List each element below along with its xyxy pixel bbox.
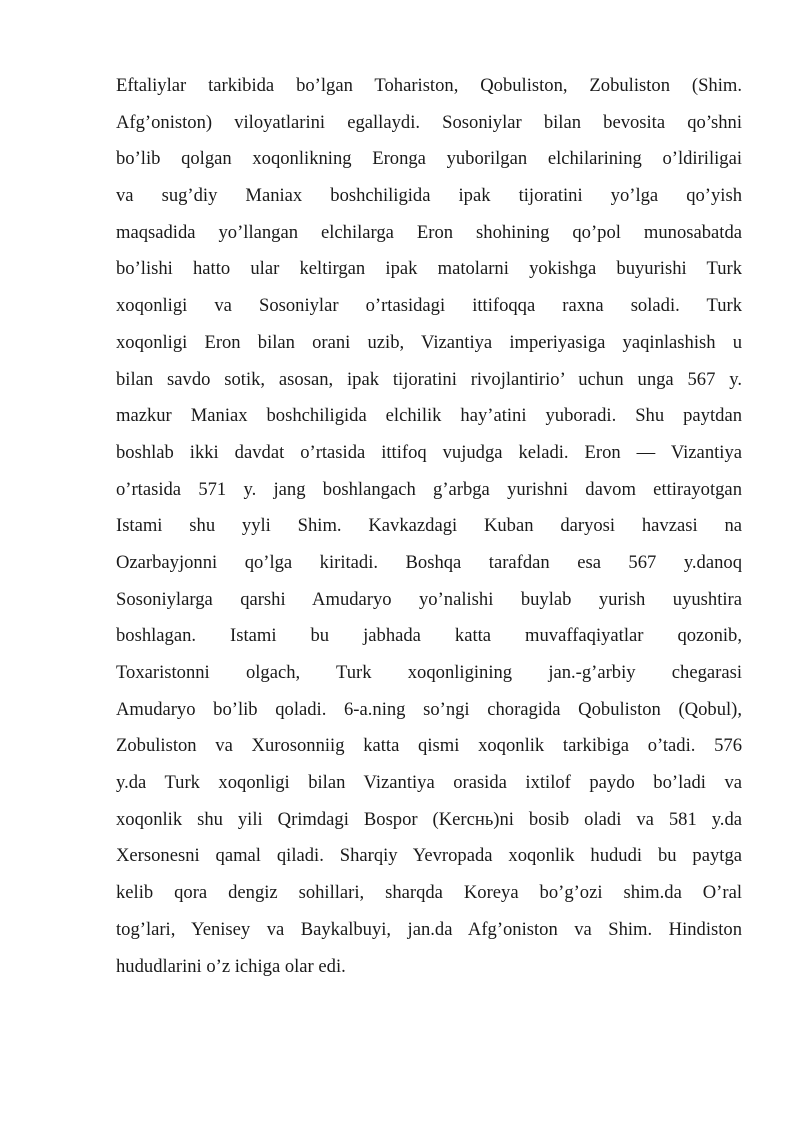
text-line: boshlagan. Istami bu jabhada katta muvaffaqiyatlar qozonib,: [116, 625, 742, 647]
text-line: Amudaryo bo’lib qoladi. 6-a.ning so’ngi choragida Qobuliston (Qobul),: [116, 698, 742, 720]
text-line: tog’lari, Yenisey va Baykalbuyi, jan.da Afg’oniston va Shim. Hindiston: [116, 918, 742, 940]
text-line: o’rtasida 571 y. jang boshlangach g’arbga yurishni davom ettirayotgan: [116, 478, 742, 500]
text-line: kelib qora dengiz sohillari, sharqda Koreya bo’g’ozi shim.da O’ral: [116, 882, 742, 904]
text-line: Sosoniylarga qarshi Amudaryo yo’nalishi buylab yurish uyushtira: [116, 588, 742, 610]
text-line: bilan savdo sotik, asosan, ipak tijoratini rivojlantirio’ uchun unga 567 y.: [116, 368, 742, 390]
text-line: y.da Turk xoqonligi bilan Vizantiya orasida ixtilof paydo bo’ladi va: [116, 772, 742, 794]
text-line: xoqonligi va Sosoniylar o’rtasidagi ittifoqqa raxna soladi. Turk: [116, 295, 742, 317]
text-line: xoqonlik shu yili Qrimdagi Bospor (Kercнь)ni bosib oladi va 581 y.da: [116, 808, 742, 830]
text-line: bo’lishi hatto ular keltirgan ipak matolarni yokishga buyurishi Turk: [116, 258, 742, 280]
text-line: bo’lib qolgan xoqonlikning Eronga yuborilgan elchilarining o’ldiriligai: [116, 148, 742, 170]
text-line: Istami shu yyli Shim. Kavkazdagi Kuban daryosi havzasi na: [116, 515, 742, 537]
text-line: boshlab ikki davdat o’rtasida ittifoq vujudga keladi. Eron — Vizantiya: [116, 441, 742, 463]
text-line: hududlarini o’z ichiga olar edi.: [116, 955, 346, 977]
text-line: Ozarbayjonni qo’lga kiritadi. Boshqa tarafdan esa 567 y.danoq: [116, 551, 742, 573]
text-line: Toxaristonni olgach, Turk xoqonligining jan.-g’arbiy chegarasi: [116, 662, 742, 683]
text-line: Eftaliylar tarkibida bo’lgan Tohariston, Qobuliston, Zobuliston (Shim.: [116, 75, 742, 96]
text-line: Afg’oniston) viloyatlarini egallaydi. Sosoniylar bilan bevosita qo’shni: [116, 111, 742, 133]
text-line: Zobuliston va Xurosonniig katta qismi xoqonlik tarkibiga o’tadi. 576: [116, 735, 742, 757]
text-line: xoqonligi Eron bilan orani uzib, Vizantiya imperiyasiga yaqinlashish u: [116, 331, 742, 353]
text-line: maqsadida yo’llangan elchilarga Eron shohining qo’pol munosabatda: [116, 221, 742, 243]
body-paragraph: [116, 68, 742, 985]
text-line: Xersonesni qamal qiladi. Sharqiy Yevropada xoqonlik hududi bu paytga: [116, 845, 742, 867]
text-line: mazkur Maniax boshchiligida elchilik hay’atini yuboradi. Shu paytdan: [116, 405, 742, 427]
text-line: va sug’diy Maniax boshchiligida ipak tijoratini yo’lga qo’yish: [116, 185, 742, 207]
